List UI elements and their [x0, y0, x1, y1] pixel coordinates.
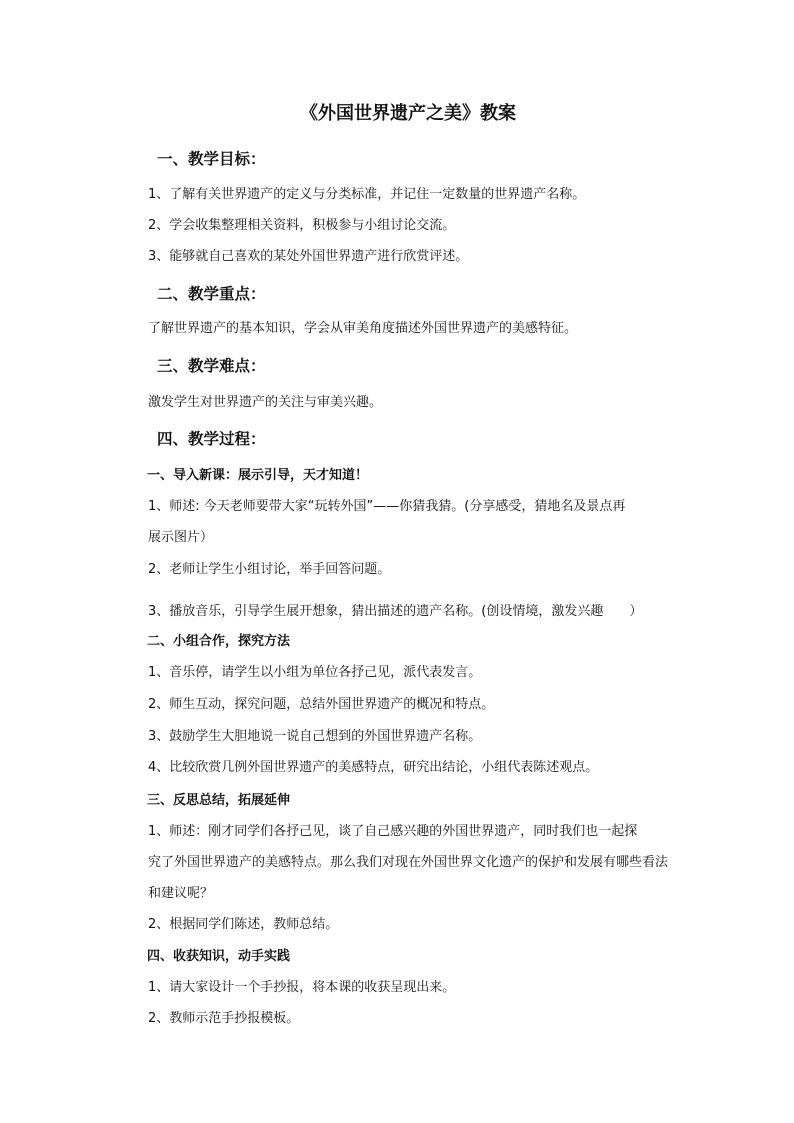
document-title: 《外国世界遗产之美》教案 — [300, 103, 516, 124]
step-title: 四、收获知识，动手实践 — [147, 949, 291, 964]
goal-item: 3、能够就自己喜欢的某处外国世界遗产进行欣赏评述。 — [148, 249, 469, 264]
step-line: 3、鼓励学生大胆地说一说自己想到的外国世界遗产名称。 — [148, 729, 482, 744]
step-line: 究了外国世界遗产的美感特点。那么我们对现在外国世界文化遗产的保护和发展有哪些看法 — [148, 855, 669, 870]
step-line: 展示图片） — [148, 530, 214, 545]
heading-goals: 一、教学目标： — [157, 149, 266, 168]
heading-difficulties: 三、教学难点： — [157, 356, 266, 375]
step-line: 3、播放音乐，引导学生展开想象，猜出描述的遗产名称。(创设情境，激发兴趣 ） — [148, 604, 643, 619]
goal-item: 1、了解有关世界遗产的定义与分类标准，并记住一定数量的世界遗产名称。 — [148, 187, 586, 202]
step-line: 1、师述: 今天老师要带大家“玩转外国”——你猜我猜。(分享感受，猜地名及景点再 — [148, 499, 626, 514]
step-title: 一、导入新课：展示引导，天才知道！ — [147, 468, 369, 483]
step-title: 三、反思总结，拓展延伸 — [147, 793, 291, 808]
step-line: 2、根据同学们陈述，教师总结。 — [148, 917, 339, 932]
step-line: 和建议呢？ — [148, 886, 214, 901]
goal-item: 2、学会收集整理相关资料，积极参与小组讨论交流。 — [148, 218, 456, 233]
step-line: 2、师生互动，探究问题，总结外国世界遗产的概况和特点。 — [148, 697, 495, 712]
step-line: 1、请大家设计一个手抄报，将本课的收获呈现出来。 — [148, 980, 456, 995]
step-line: 2、教师示范手抄报模板。 — [148, 1011, 300, 1026]
heading-process: 四、教学过程： — [157, 429, 266, 448]
step-line: 4、比较欣赏几例外国世界遗产的美感特点，研究出结论，小组代表陈述观点。 — [148, 760, 599, 775]
step-line: 1、师述：刚才同学们各抒己见，谈了自己感兴趣的外国世界遗产，同时我们也一起探 — [148, 824, 638, 839]
key-points-text: 了解世界遗产的基本知识，学会从审美角度描述外国世界遗产的美感特征。 — [148, 321, 578, 336]
step-line: 2、老师让学生小组讨论，举手回答问题。 — [148, 562, 391, 577]
heading-key-points: 二、教学重点： — [157, 284, 266, 303]
difficulties-text: 激发学生对世界遗产的关注与审美兴趣。 — [148, 395, 383, 410]
step-line: 1、音乐停，请学生以小组为单位各抒己见，派代表发言。 — [148, 665, 482, 680]
step-title: 二、小组合作，探究方法 — [147, 634, 291, 649]
